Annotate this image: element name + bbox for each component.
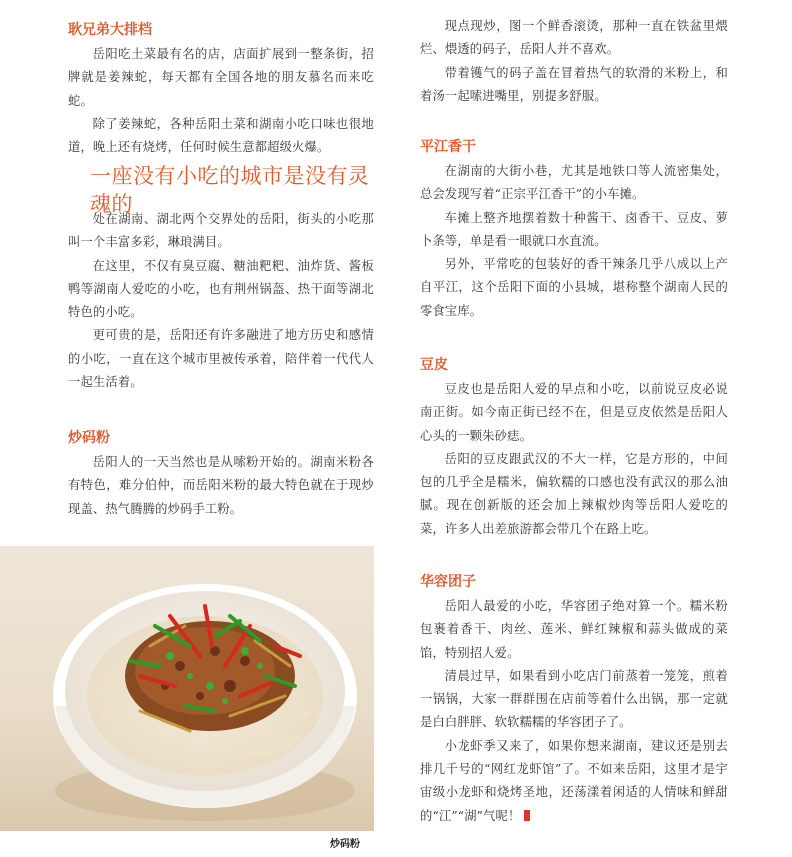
section-doupi bbox=[420, 355, 728, 541]
section-chaomafen bbox=[68, 428, 374, 521]
noodle-bowl-photo bbox=[0, 546, 374, 831]
paragraph: 岳阳的豆皮跟武汉的不大一样，它是方形的，中间包的几乎全是糯米，偏软糯的口感也没有武汉的那么油腻。现在创新版的还会加上辣椒炒肉等岳阳人爱吃的菜，许多人出差旅游都会带几个在路上吃。 bbox=[420, 451, 728, 536]
section-title: 豆皮 bbox=[420, 357, 448, 373]
section-title: 平江香干 bbox=[420, 139, 476, 155]
paragraph: 在湖南的大街小巷，尤其是地铁口等人流密集处，总会发现写着“正宗平江香干”的小车摊。 bbox=[420, 164, 728, 202]
paragraph: 带着镬气的码子盖在冒着热气的软滑的米粉上，和着汤一起嗦进嘴里，别提多舒服。 bbox=[420, 65, 728, 103]
paragraph: 岳阳人最爱的小吃，华容团子绝对算一个。糯米粉包裹着香干、肉丝、莲米、鲜红辣椒和蒜头做成的菜馅，特别招人爱。 bbox=[420, 599, 728, 660]
paragraph: 清晨过早，如果看到小吃店门前蒸着一笼笼，煎着一锅锅，大家一群群围在店前等着什么出锅，那一定就是白白胖胖、软软糯糯的华容团子了。 bbox=[420, 668, 728, 730]
paragraph-final bbox=[420, 735, 728, 828]
paragraph: 岳阳吃土菜最有名的店，店面扩展到一整条街，招牌就是姜辣蛇，每天都有全国各地的朋友慕名而来吃蛇。 bbox=[68, 47, 374, 108]
section-pingjiang-xianggan bbox=[420, 137, 728, 323]
noodle-bowl-illustration bbox=[0, 546, 374, 831]
page-headline: 一座没有小吃的城市是没有灵魂的 bbox=[90, 164, 370, 216]
section-title: 耿兄弟大排档 bbox=[68, 22, 152, 38]
paragraph: 岳阳人的一天当然也是从嗦粉开始的。湖南米粉各有特色，难分伯仲，而岳阳米粉的最大特色就在于现炒现盖、热气腾腾的炒码手工粉。 bbox=[68, 455, 374, 516]
end-mark-icon bbox=[524, 810, 530, 821]
paragraph: 车摊上整齐地摆着数十种酱干、卤香干、豆皮、萝卜条等，单是看一眼就口水直流。 bbox=[420, 210, 728, 248]
paragraph: 另外，平常吃的包装好的香干辣条几乎八成以上产自平江，这个岳阳下面的小县城，堪称整个湖南人民的零食宝库。 bbox=[420, 257, 728, 318]
paragraph-final-text: 小龙虾季又来了，如果你想来湖南，建议还是别去排几千号的“网红龙虾馆”了。不如来岳阳，这里才是宇宙级小龙虾和烧烤圣地，还荡漾着闲适的人情味和鲜甜的“江”“湖”气呢！ bbox=[420, 738, 728, 823]
paragraph: 更可贵的是，岳阳还有许多融进了地方历史和感情的小吃，一直在这个城市里被传承着，陪伴着一代代人一起生活着。 bbox=[68, 328, 374, 390]
section-gengxiongdi bbox=[68, 20, 374, 159]
paragraph: 除了姜辣蛇，各种岳阳土菜和湖南小吃口味也很地道，晚上还有烧烤，任何时候生意都超级火爆。 bbox=[68, 116, 374, 155]
section-title: 炒码粉 bbox=[68, 430, 110, 446]
section-huarong-tuanzi bbox=[420, 572, 728, 828]
paragraph: 处在湖南、湖北两个交界处的岳阳，街头的小吃那叫一个丰富多彩，琳琅满目。 bbox=[68, 212, 374, 250]
paragraph: 豆皮也是岳阳人爱的早点和小吃，以前说豆皮必说南正街。如今南正街已经不在，但是豆皮依然是岳阳人心头的一颗朱砂痣。 bbox=[420, 382, 728, 443]
section-chaomafen-cont bbox=[420, 15, 728, 108]
photo-caption: 炒码粉 bbox=[330, 839, 360, 850]
section-intro bbox=[68, 208, 374, 394]
paragraph: 现点现炒，图一个鲜香滚烫，那种一直在铁盆里煨烂、煨透的码子，岳阳人并不喜欢。 bbox=[420, 19, 728, 57]
section-title: 华容团子 bbox=[420, 574, 476, 590]
paragraph: 在这里，不仅有臭豆腐、糖油粑粑、油炸货、酱板鸭等湖南人爱吃的小吃，也有荆州锅盔、热干面等湖北特色的小吃。 bbox=[68, 258, 374, 320]
